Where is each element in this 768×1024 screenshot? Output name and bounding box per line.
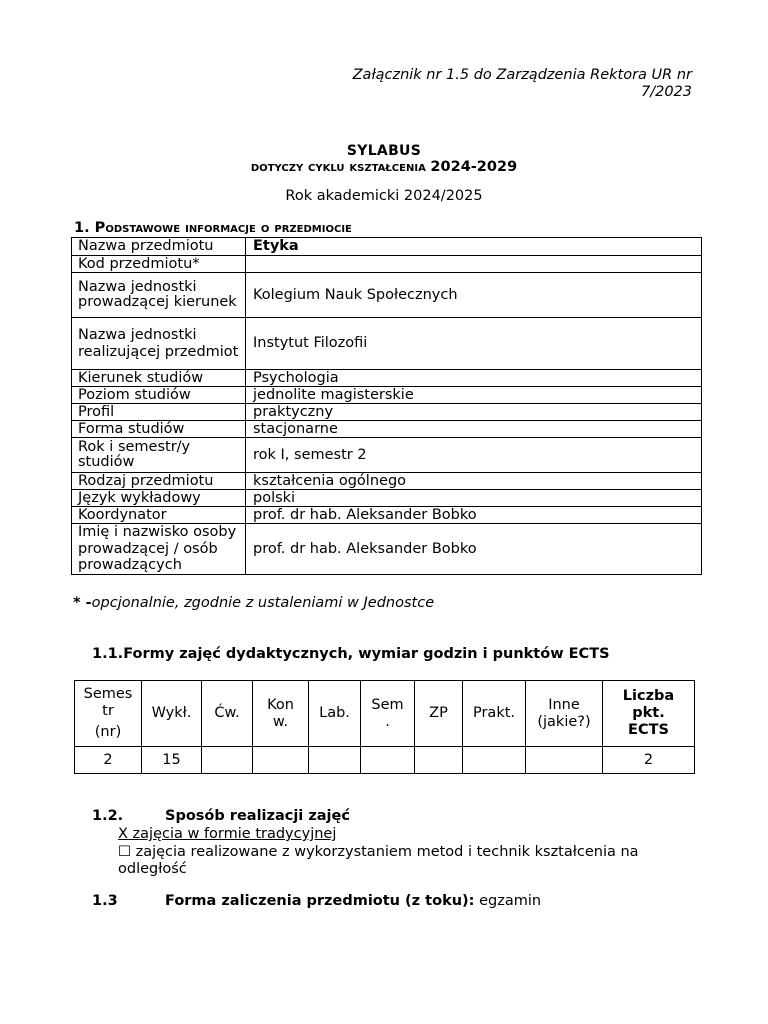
cell-exercises bbox=[202, 747, 253, 774]
table-row bbox=[72, 473, 702, 490]
table-row bbox=[72, 490, 702, 507]
cell-zp bbox=[415, 747, 463, 774]
col-semester bbox=[75, 681, 142, 747]
header-text: (jakie?) bbox=[537, 713, 591, 730]
cell-lecture: 15 bbox=[142, 747, 202, 774]
info-value bbox=[246, 256, 702, 273]
header-text: ECTS bbox=[628, 722, 669, 738]
optional-footnote bbox=[73, 595, 434, 611]
info-key: Imię i nazwisko osoby prowadzącej / osób prowadzących bbox=[72, 524, 246, 575]
assessment-form-value: egzamin bbox=[479, 893, 542, 909]
header-text: (nr) bbox=[94, 724, 122, 740]
cell-other bbox=[526, 747, 603, 774]
col-zp: ZP bbox=[415, 681, 463, 747]
delivery-option-remote: ☐ zajęcia realizowane z wykorzystaniem metod i technik kształcenia na odległość bbox=[118, 844, 639, 877]
info-value: Psychologia bbox=[246, 370, 702, 387]
table-row bbox=[72, 256, 702, 273]
class-forms-table bbox=[74, 680, 695, 774]
info-key: Kierunek studiów bbox=[72, 370, 246, 387]
col-other bbox=[526, 681, 603, 747]
table-row bbox=[72, 318, 702, 370]
table-row bbox=[72, 273, 702, 318]
cell-lab bbox=[309, 747, 361, 774]
section-1-2-title: Sposób realizacji zajęć bbox=[165, 808, 350, 824]
cell-practice bbox=[463, 747, 526, 774]
header-text: Semes bbox=[83, 686, 133, 702]
annex-line-1: Załącznik nr 1.5 do Zarządzenia Rektora UR nr bbox=[352, 67, 692, 83]
col-lecture: Wykł. bbox=[142, 681, 202, 747]
info-key: Język wykładowy bbox=[72, 490, 246, 507]
header-text: Liczba bbox=[622, 688, 675, 704]
section-1-2-number: 1.2. bbox=[92, 808, 124, 824]
table-row bbox=[72, 404, 702, 421]
info-key: Nazwa jednostki prowadzącej kierunek bbox=[72, 273, 246, 318]
info-key: Nazwa przedmiotu bbox=[72, 238, 246, 256]
footnote-text: opcjonalnie, zgodnie z ustaleniami w Jednostce bbox=[91, 595, 435, 611]
section-1-heading bbox=[74, 220, 352, 236]
col-lab: Lab. bbox=[309, 681, 361, 747]
academic-year: Rok akademicki 2024/2025 bbox=[285, 188, 483, 204]
cell-conversation bbox=[253, 747, 309, 774]
info-key: Kod przedmiotu* bbox=[72, 256, 246, 273]
info-value: prof. dr hab. Aleksander Bobko bbox=[246, 507, 702, 524]
subtitle-cycle: dotyczy cyklu kształcenia bbox=[250, 159, 426, 175]
footnote-marker: * - bbox=[73, 595, 92, 611]
section-1-3-line bbox=[165, 893, 541, 909]
cell-semester: 2 bbox=[75, 747, 142, 774]
info-key: Profil bbox=[72, 404, 246, 421]
info-value: Kolegium Nauk Społecznych bbox=[246, 273, 702, 318]
info-key: Nazwa jednostki realizującej przedmiot bbox=[72, 318, 246, 370]
section-1-3-number: 1.3 bbox=[92, 893, 118, 909]
info-value: rok I, semestr 2 bbox=[246, 438, 702, 473]
info-value: praktyczny bbox=[246, 404, 702, 421]
info-value: polski bbox=[246, 490, 702, 507]
table-row bbox=[72, 438, 702, 473]
info-value: kształcenia ogólnego bbox=[246, 473, 702, 490]
info-value: prof. dr hab. Aleksander Bobko bbox=[246, 524, 702, 575]
info-key: Koordynator bbox=[72, 507, 246, 524]
table-row bbox=[72, 387, 702, 404]
table-row bbox=[72, 238, 702, 256]
table-row bbox=[72, 421, 702, 438]
col-practice: Prakt. bbox=[463, 681, 526, 747]
header-text: tr bbox=[102, 703, 114, 719]
basic-info-table bbox=[71, 237, 702, 575]
table-header-row bbox=[75, 681, 695, 747]
section-1-1-heading: 1.1.Formy zajęć dydaktycznych, wymiar godzin i punktów ECTS bbox=[92, 646, 610, 662]
delivery-option-traditional: X zajęcia w formie tradycyjnej bbox=[118, 826, 337, 842]
col-exercises: Ćw. bbox=[202, 681, 253, 747]
header-text: w. bbox=[272, 713, 289, 730]
header-text: Sem bbox=[371, 696, 404, 713]
info-value: Etyka bbox=[246, 238, 702, 256]
table-row bbox=[72, 524, 702, 575]
info-key: Poziom studiów bbox=[72, 387, 246, 404]
section-1-title: odstawowe informacje o przedmiocie bbox=[105, 220, 352, 236]
document-subtitle bbox=[0, 159, 768, 175]
info-key: Rok i semestr/y studiów bbox=[72, 438, 246, 473]
annex-reference bbox=[272, 67, 692, 101]
section-1-number: 1. bbox=[74, 220, 90, 236]
info-value: jednolite magisterskie bbox=[246, 387, 702, 404]
section-1-first-letter: P bbox=[94, 220, 106, 236]
info-key: Rodzaj przedmiotu bbox=[72, 473, 246, 490]
table-row bbox=[72, 507, 702, 524]
header-text: Inne bbox=[548, 696, 580, 713]
subtitle-years: 2024-2029 bbox=[430, 159, 518, 175]
section-1-3-title: Forma zaliczenia przedmiotu (z toku): bbox=[165, 893, 475, 909]
info-key: Forma studiów bbox=[72, 421, 246, 438]
table-row bbox=[75, 747, 695, 774]
col-conversation bbox=[253, 681, 309, 747]
col-seminar bbox=[361, 681, 415, 747]
header-text: . bbox=[385, 713, 390, 730]
header-text: pkt. bbox=[632, 705, 665, 721]
col-ects bbox=[603, 681, 695, 747]
annex-line-2: 7/2023 bbox=[640, 84, 692, 100]
info-value: stacjonarne bbox=[246, 421, 702, 438]
header-text: Kon bbox=[267, 696, 294, 713]
table-row bbox=[72, 370, 702, 387]
cell-ects: 2 bbox=[603, 747, 695, 774]
document-title: SYLABUS bbox=[346, 143, 422, 159]
cell-seminar bbox=[361, 747, 415, 774]
info-value: Instytut Filozofii bbox=[246, 318, 702, 370]
